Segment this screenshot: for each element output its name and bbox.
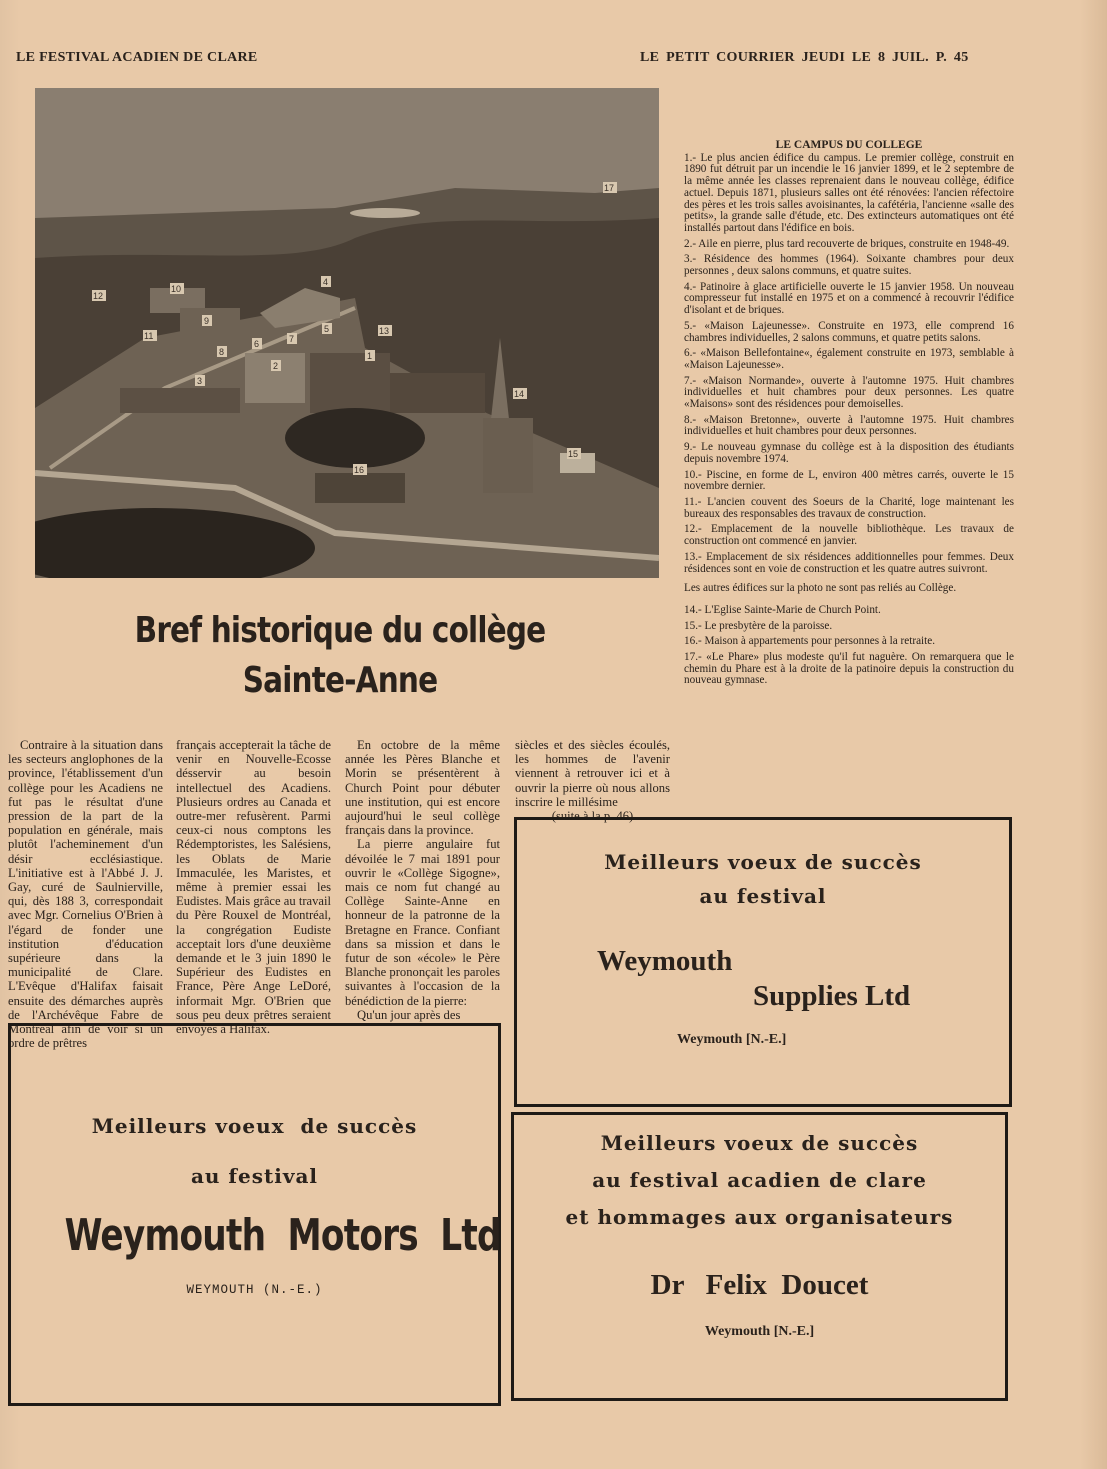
photo-label-text: 10 bbox=[171, 284, 182, 294]
article-paragraph: siècles et des siècles écoulés, les hommes de l'avenir viennent à retrouver ici et à ouvrir la pierre où nous allons inscrire le millésime bbox=[515, 738, 670, 809]
section-title: LE FESTIVAL ACADIEN DE CLARE bbox=[16, 50, 258, 65]
other-building-item: 16.- Maison à appartements pour personnes à la retraite. bbox=[684, 635, 936, 648]
campus-legend bbox=[684, 140, 1014, 691]
article-column-2 bbox=[176, 738, 331, 1036]
photo-label-text: 5 bbox=[324, 324, 330, 334]
photo-label-text: 13 bbox=[379, 326, 390, 336]
photo-label bbox=[321, 276, 331, 287]
photo-label-text: 17 bbox=[604, 183, 615, 193]
campus-item: 9.- Le nouveau gymnase du collège est à la disposition des étudiants depuis novembre 1974. bbox=[684, 441, 1014, 465]
photo-label-text: 4 bbox=[323, 277, 329, 287]
ad-location: WEYMOUTH (N.-E.) bbox=[186, 1283, 323, 1297]
photo-pond bbox=[350, 208, 420, 218]
campus-item: 13.- Emplacement de six résidences additionnelles pour femmes. Deux résidences sont en voie de construction et les quatre autres suivront. bbox=[684, 550, 1014, 575]
photo-trees bbox=[285, 408, 425, 468]
ad-greeting-line: au festival bbox=[190, 1164, 319, 1188]
photo-label-text: 6 bbox=[254, 339, 260, 349]
campus-aerial-photo bbox=[35, 88, 659, 578]
photo-label bbox=[170, 283, 184, 294]
campus-item: 4.- Patinoire à glace artificielle ouverte le 15 janvier 1958. Un nouveau compresseur fut installé en 1975 et on a commencé à recouvrir l'édifice d'isolant et de briques. bbox=[684, 280, 1014, 317]
ad-greeting-line: Meilleurs voeux de succès bbox=[604, 850, 922, 874]
article-paragraph: Contraire à la situation dans les secteurs anglophones de la province, l'établissement d'un collège pour les Acadiens ne fut pas le résultat d'une pression de la part de la population en générale, mais plutôt l'acheminement d'un désir ecclésiastique. L'initiative est à l'Abbé J. J. Gay, curé de Saulnierville, qui, dès 188 3, correspondait avec Mgr. Cornelius O'Brien à l'égard de fonder une institution d'éducation supérieure dans la municipalité de Clare. L'Evêque d'Halifax faisait ensuite des démarches auprès de l'Archévêque Fabre de Montréal afin de voir si un ordre de prêtres bbox=[8, 738, 163, 1051]
campus-item: 10.- Piscine, en forme de L, environ 400 mètres carrés, ouverte le 15 novembre dernier. bbox=[684, 468, 1014, 493]
photo-building-16 bbox=[315, 473, 405, 503]
photo-label bbox=[513, 388, 527, 399]
photo-building-3 bbox=[120, 388, 240, 413]
photo-label-text: 9 bbox=[204, 316, 210, 326]
campus-legend-title: LE CAMPUS DU COLLEGE bbox=[775, 139, 923, 151]
other-building-item: 15.- Le presbytère de la paroisse. bbox=[684, 619, 833, 632]
photo-label-text: 2 bbox=[273, 361, 279, 371]
photo-building-1 bbox=[310, 353, 390, 413]
photo-label bbox=[378, 325, 392, 336]
ad-location: Weymouth [N.-E.] bbox=[677, 1032, 787, 1047]
photo-label bbox=[567, 448, 581, 459]
campus-item: 8.- «Maison Bretonne», ouverte à l'automne 1975. Huit chambres individuelles et huit chambres pour deux personnes. bbox=[684, 413, 1014, 438]
ad-weymouth-supplies bbox=[514, 817, 1012, 1107]
campus-item: 1.- Le plus ancien édifice du campus. Le premier collège, construit en 1890 fut détruit par un incendie le 16 janvier 1899, et le 2 septembre de la même année les classes reprenaient dans le nouveau collège, édifice actuel. Depuis 1871, plusieurs salles ont été rénovées: l'ancien réfectoire des pères et les trois salles avoisinantes, la cafétéria, l'ancienne «salle des petits», la grande salle d'étude, etc. Des extincteurs automatiques ont été installés partout dans l'édifice en bois. bbox=[684, 151, 1014, 234]
ad-business-name: Supplies Ltd bbox=[753, 980, 911, 1012]
campus-item: 2.- Aile en pierre, plus tard recouverte de briques, construite en 1948-49. bbox=[684, 237, 1010, 250]
masthead-date-page: LE PETIT COURRIER JEUDI LE 8 JUIL. P. 45 bbox=[640, 50, 969, 65]
photo-label bbox=[271, 360, 281, 371]
photo-label bbox=[322, 323, 332, 334]
ad-weymouth-motors bbox=[8, 1023, 501, 1406]
photo-label bbox=[217, 346, 227, 357]
campus-item: 12.- Emplacement de la nouvelle bibliothèque. Les travaux de construction ont commencé en janvier. bbox=[684, 523, 1014, 548]
ad-greeting-line: Meilleurs voeux de succès bbox=[600, 1131, 919, 1155]
photo-building-4 bbox=[390, 373, 485, 413]
campus-note: Les autres édifices sur la photo ne sont pas reliés au Collège. bbox=[684, 582, 957, 595]
headline-line-2: Sainte-Anne bbox=[242, 660, 438, 701]
photo-label bbox=[603, 182, 617, 193]
photo-illustration bbox=[35, 88, 659, 578]
photo-label-text: 15 bbox=[568, 449, 579, 459]
ad-doctor-name: Dr Felix Doucet bbox=[650, 1269, 869, 1301]
ad-dr-felix-doucet bbox=[511, 1112, 1008, 1401]
photo-label bbox=[195, 375, 205, 386]
photo-label-text: 8 bbox=[219, 347, 225, 357]
article-paragraph: La pierre angulaire fut dévoilée le 7 mai 1891 pour ouvrir le «Collège Sigogne», mais ce nom fut changé au Collège Sainte-Anne en honneur de la patronne de la Bretagne en France. Confiant dans sa mission et dans le futur de son «école» le Père Blanche prononçait les paroles suivantes à l'occasion de la bénédiction de la pierre: bbox=[345, 837, 500, 1008]
photo-label bbox=[143, 330, 157, 341]
campus-item: 5.- «Maison Lajeunesse». Construite en 1973, elle comprend 16 chambres individuelles, 2 salons communs, et quatre petits salons. bbox=[684, 319, 1014, 344]
photo-church bbox=[483, 418, 533, 493]
photo-label-text: 7 bbox=[289, 334, 295, 344]
ad-location: Weymouth [N.-E.] bbox=[704, 1324, 815, 1339]
article-column-3 bbox=[345, 738, 500, 1022]
article-paragraph: français accepterait la tâche de venir en Nouvelle-Ecosse désservir au besoin intellectuel des Acadiens. Plusieurs ordres au Canada et outre-mer refusèrent. Parmi ceux-ci nous comptons les Rédemptoristes, les Salésiens, les Oblats de Marie Immaculée, les Maristes, et même à premier essai les Eudistes. Mais grâce au travail du Père Rouxel de Montréal, la congrégation Eudiste acceptait lors d'une deuxième demande et le 3 juin 1890 le Supérieur des Eudistes en France, Père Ange LeDoré, informait Mgr. O'Brien que sous peu deux prêtres seraient envoyés à Halifax. bbox=[176, 738, 331, 1037]
other-building-item: 17.- «Le Phare» plus modeste qu'il fut naguère. On remarquera que le chemin du Phare est à la droite de la patinoire depuis la construction du nouveau gymnase. bbox=[684, 651, 1014, 687]
campus-item: 6.- «Maison Bellefontaine«, également construite en 1973, semblable à «Maison Lajeunesse». bbox=[684, 347, 1014, 371]
photo-label-text: 14 bbox=[514, 389, 525, 399]
campus-item: 11.- L'ancien couvent des Soeurs de la Charité, loge maintenant les bureaux des responsables des travaux de construction. bbox=[684, 495, 1014, 520]
photo-label-text: 1 bbox=[367, 351, 373, 361]
article-paragraph: En octobre de la même année les Pères Blanche et Morin se présentèrent à Church Point pour débuter une institution, qui est encore aujourd'hui le seul collège français dans la province. bbox=[345, 738, 500, 838]
photo-label bbox=[287, 333, 297, 344]
ad-greeting-line: au festival bbox=[699, 884, 827, 908]
photo-label-text: 16 bbox=[354, 465, 365, 475]
photo-label-text: 11 bbox=[144, 331, 154, 341]
photo-label bbox=[365, 350, 375, 361]
ad-business-name: Weymouth Motors Ltd bbox=[64, 1210, 501, 1261]
article-column-4 bbox=[515, 738, 670, 823]
campus-item: 3.- Résidence des hommes (1964). Soixante chambres pour deux personnes , deux salons communs, et quatre suites. bbox=[684, 253, 1014, 278]
photo-label-text: 12 bbox=[93, 291, 104, 301]
photo-label bbox=[202, 315, 212, 326]
campus-item: 7.- «Maison Normande», ouverte à l'automne 1975. Huit chambres individuelles et huit chambres pour deux personnes. Les quatre «Maisons» sont des résidences pour demoiselles. bbox=[684, 374, 1014, 411]
other-building-item: 14.- L'Eglise Sainte-Marie de Church Point. bbox=[684, 603, 881, 616]
photo-label bbox=[353, 464, 367, 475]
continued-link: (suite à la p. 46) bbox=[551, 809, 634, 824]
photo-label-text: 3 bbox=[197, 376, 203, 386]
photo-label bbox=[252, 338, 262, 349]
photo-label bbox=[92, 290, 106, 301]
ad-greeting-line: au festival acadien de clare bbox=[592, 1168, 927, 1192]
ad-business-name: Weymouth bbox=[597, 945, 733, 977]
ad-greeting-line: Meilleurs voeux de succès bbox=[91, 1114, 418, 1138]
article-column-1 bbox=[8, 738, 163, 1050]
article-paragraph: Qu'un jour après des bbox=[357, 1007, 461, 1022]
ad-greeting-line: et hommages aux organisateurs bbox=[565, 1205, 954, 1229]
headline-line-1: Bref historique du collège bbox=[134, 610, 546, 651]
article-headline bbox=[110, 606, 569, 706]
